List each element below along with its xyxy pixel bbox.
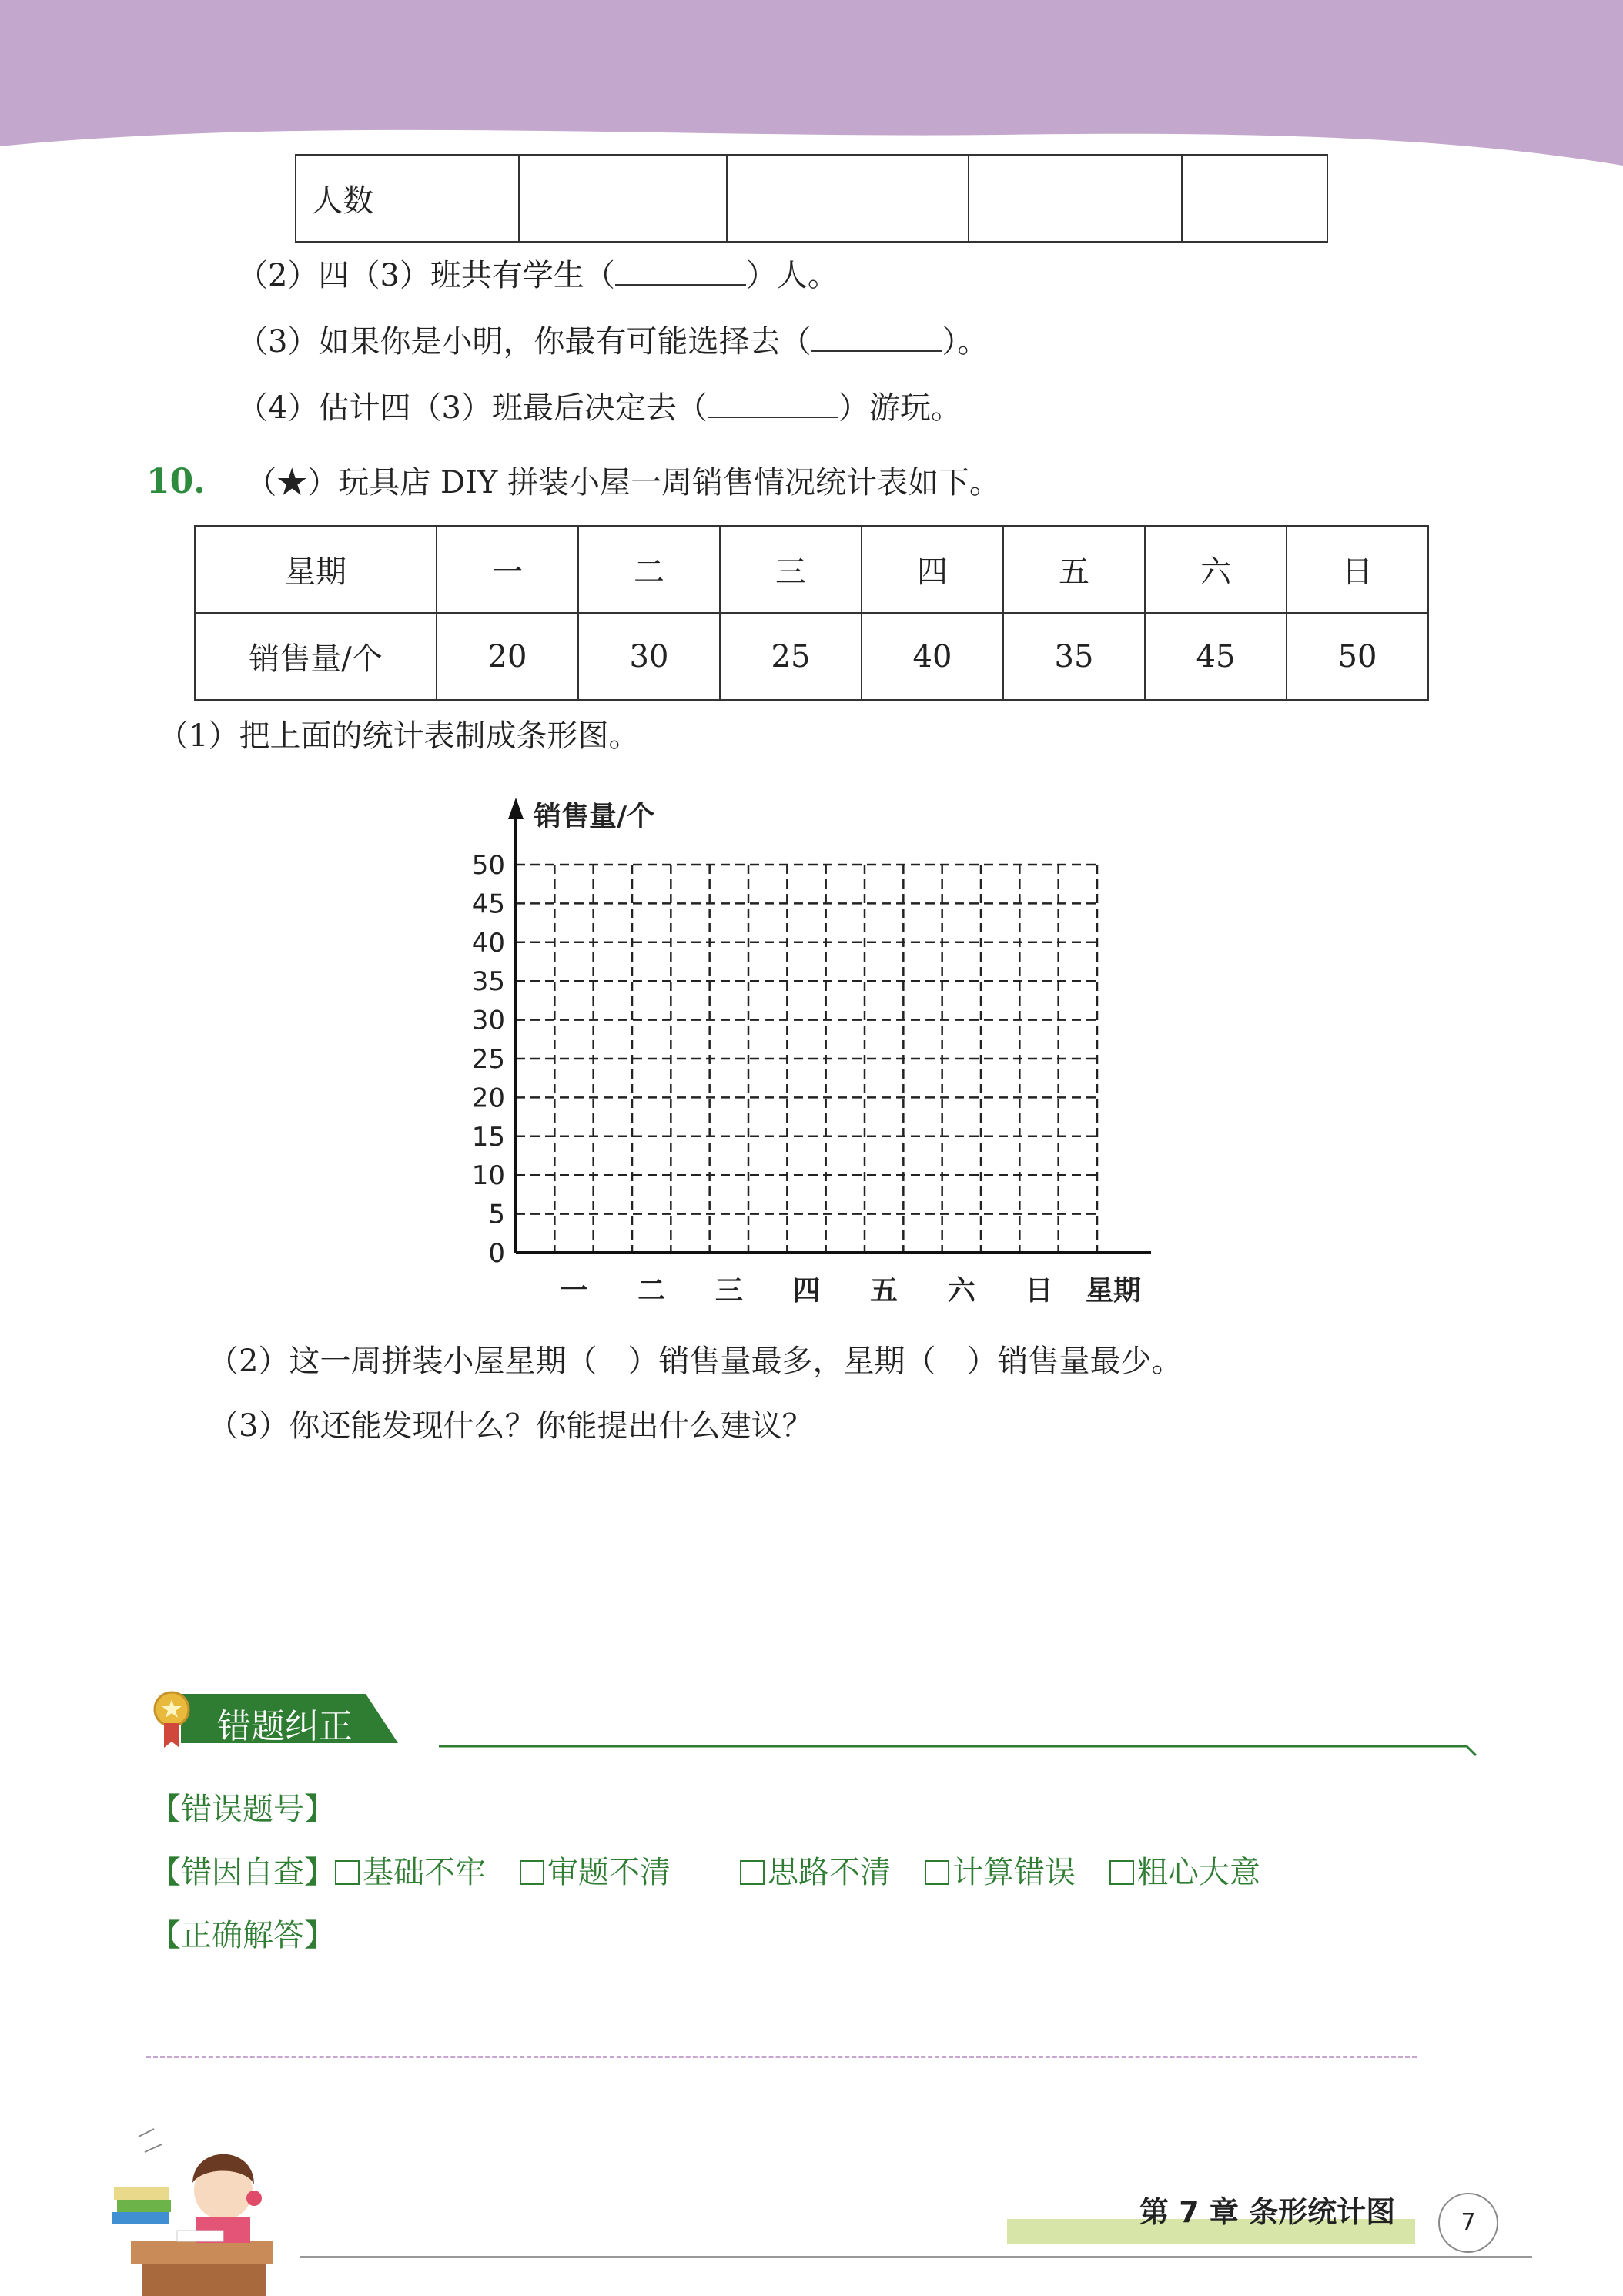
question-2: （2）四（3）班共有学生（ ）人。	[237, 258, 838, 293]
top-table-row-label: 人数	[296, 155, 519, 242]
option-basic[interactable]: 基础不牢	[335, 1848, 486, 1892]
bar-chart[interactable]	[431, 785, 1170, 1324]
sales-table-day: 四	[862, 526, 1003, 613]
sales-table-value: 45	[1145, 613, 1287, 700]
sales-table-value: 30	[578, 613, 720, 700]
top-table	[295, 154, 1328, 243]
question-3: （3）如果你是小明，你最有可能选择去（ ）。	[237, 324, 989, 360]
y-tick-label: 45	[471, 889, 505, 920]
sales-table-day: 二	[578, 526, 720, 613]
x-tick-label: 五	[870, 1275, 899, 1307]
checkbox-icon[interactable]	[520, 1860, 544, 1885]
answer-blank[interactable]	[708, 390, 838, 418]
correct-answer-label: 【正确解答】	[150, 1918, 335, 1953]
checkbox-icon[interactable]	[335, 1860, 360, 1885]
sales-table-day: 三	[720, 526, 862, 613]
top-table-cell[interactable]	[519, 155, 727, 242]
option-calculation[interactable]: 计算错误	[925, 1848, 1076, 1892]
error-section-title: 错题纠正	[217, 1707, 353, 1746]
sales-table-value: 20	[437, 613, 578, 700]
sales-table	[194, 525, 1429, 701]
x-tick-label: 日	[1025, 1275, 1053, 1307]
chart-x-label: 星期	[1086, 1275, 1142, 1307]
sales-table-day: 日	[1287, 526, 1428, 613]
top-table-cell[interactable]	[1182, 155, 1327, 242]
option-careless[interactable]: 粗心大意	[1109, 1848, 1260, 1892]
sales-table-value: 40	[862, 613, 1003, 700]
sales-table-value: 35	[1003, 613, 1145, 700]
checkbox-icon[interactable]	[1109, 1860, 1134, 1885]
header-banner	[0, 0, 1623, 177]
error-cause-row	[150, 1848, 1294, 1892]
option-thinking[interactable]: 思路不清	[740, 1848, 891, 1892]
checkbox-icon[interactable]	[925, 1860, 949, 1885]
question-10-text: （★）玩具店 DIY 拼装小屋一周销售情况统计表如下。	[246, 465, 1000, 500]
question-10-2: （2）这一周拼装小屋星期（ ）销售量最多，星期（ ）销售量最少。	[208, 1344, 1183, 1379]
dashed-divider	[146, 2056, 1417, 2058]
y-tick-label: 10	[471, 1160, 505, 1192]
question-10-3: （3）你还能发现什么？你能提出什么建议？	[208, 1408, 813, 1444]
footer-line	[300, 2256, 1532, 2258]
x-tick-label: 二	[637, 1275, 666, 1307]
x-tick-label: 三	[714, 1275, 743, 1307]
sales-table-day: 五	[1003, 526, 1145, 613]
y-tick-label: 30	[471, 1005, 505, 1036]
page-number: 7	[1461, 2209, 1476, 2236]
chart-y-label: 销售量/个	[534, 801, 655, 832]
top-table-cell[interactable]	[969, 155, 1182, 242]
error-cause-label: 【错因自查】	[150, 1855, 335, 1890]
top-table-cell[interactable]	[727, 155, 969, 242]
question-10-1: （1）把上面的统计表制成条形图。	[158, 718, 640, 754]
sales-table-header: 星期	[195, 526, 437, 613]
sales-table-day: 一	[437, 526, 578, 613]
student-illustration	[108, 2121, 323, 2296]
question-10	[146, 459, 1000, 506]
answer-blank[interactable]	[811, 324, 942, 352]
y-tick-label: 35	[471, 966, 505, 998]
question-number: 10.	[146, 462, 206, 501]
sales-table-value: 50	[1287, 613, 1428, 700]
sales-table-day: 六	[1145, 526, 1287, 613]
y-tick-label: 0	[488, 1238, 505, 1269]
question-4: （4）估计四（3）班最后决定去（ ）游玩。	[237, 390, 962, 426]
page-number-circle	[1438, 2193, 1498, 2253]
sales-table-value: 25	[720, 613, 862, 700]
x-tick-label: 一	[560, 1275, 588, 1307]
answer-blank[interactable]	[615, 258, 746, 286]
error-number-label: 【错误题号】	[150, 1792, 335, 1827]
sales-table-header: 销售量/个	[195, 613, 437, 700]
y-tick-label: 40	[471, 927, 505, 959]
y-tick-label: 25	[471, 1044, 505, 1075]
y-axis-arrow-icon	[508, 798, 524, 819]
x-tick-label: 四	[792, 1275, 821, 1307]
y-tick-label: 5	[488, 1199, 505, 1230]
y-tick-label: 50	[471, 850, 505, 881]
y-tick-label: 15	[471, 1121, 505, 1153]
option-reading[interactable]: 审题不清	[520, 1848, 671, 1892]
checkbox-icon[interactable]	[740, 1860, 765, 1885]
x-tick-label: 六	[947, 1275, 975, 1307]
chapter-title: 第 7 章 条形统计图	[1139, 2195, 1396, 2229]
y-tick-label: 20	[471, 1083, 505, 1114]
